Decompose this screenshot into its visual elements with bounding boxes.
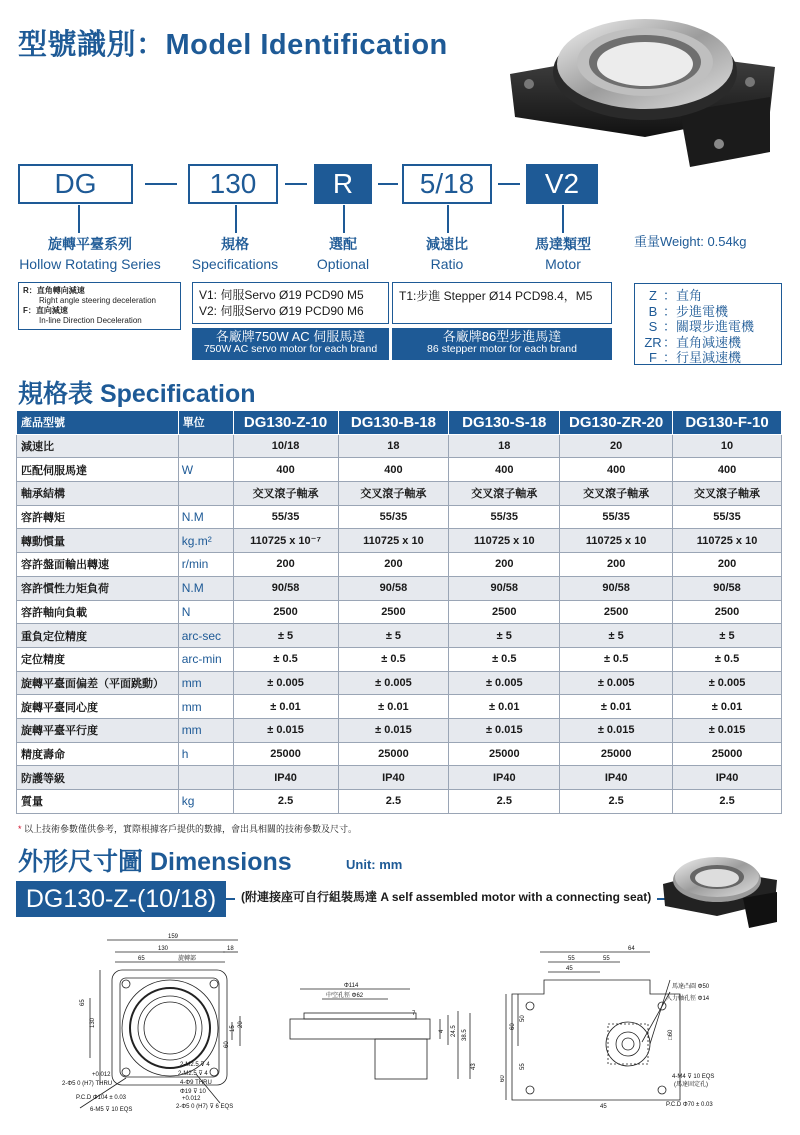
spec-title: 規格表 Specification bbox=[18, 380, 256, 408]
spec-cell: arc-min bbox=[178, 647, 233, 671]
dim-label: 65 bbox=[80, 999, 86, 1006]
code-dash bbox=[378, 183, 398, 185]
caption-series: 旋轉平臺系列 Hollow Rotating Series bbox=[19, 236, 161, 272]
spec-cell: 200 bbox=[338, 553, 449, 577]
drawing-side-view bbox=[280, 975, 480, 1095]
spec-cell: 400 bbox=[673, 458, 782, 482]
dim-label: 2-Φ5 0 (H7) THRU bbox=[62, 1081, 113, 1087]
spec-cell: 90/58 bbox=[449, 576, 560, 600]
spec-cell: 55/35 bbox=[673, 505, 782, 529]
spec-cell: ± 0.005 bbox=[673, 671, 782, 695]
spec-cell: h bbox=[178, 742, 233, 766]
spec-cell: 2.5 bbox=[673, 790, 782, 814]
dim-label: 18 bbox=[227, 946, 234, 952]
spec-row bbox=[17, 458, 782, 482]
spec-header-row bbox=[17, 411, 782, 435]
spec-header-cell: 產品型號 bbox=[17, 411, 179, 435]
connector-line bbox=[562, 205, 564, 233]
spec-header-cell: DG130-Z-10 bbox=[233, 411, 338, 435]
spec-row bbox=[17, 624, 782, 648]
spec-cell: 容許慣性力矩負荷 bbox=[17, 576, 179, 600]
spec-cell: IP40 bbox=[673, 766, 782, 790]
spec-cell: 90/58 bbox=[338, 576, 449, 600]
spec-cell: 25000 bbox=[673, 742, 782, 766]
page-title: 型號識別：Model Identification bbox=[18, 29, 448, 61]
spec-cell: mm bbox=[178, 695, 233, 719]
spec-header-cell: DG130-F-10 bbox=[673, 411, 782, 435]
dim-label: 2-Φ5 0 (H7) ⊽ 6 EQS bbox=[176, 1104, 234, 1110]
spec-row bbox=[17, 553, 782, 577]
dim-label: 4-M4 ⊽ 10 EQS bbox=[672, 1074, 715, 1080]
spec-cell: ± 0.5 bbox=[560, 647, 673, 671]
spec-cell: 400 bbox=[560, 458, 673, 482]
code-dash bbox=[285, 183, 307, 185]
dimensions-subnote: (附連接座可自行組裝馬達 A self assembled motor with a connecting seat) bbox=[235, 888, 657, 905]
spec-cell: 10/18 bbox=[233, 434, 338, 458]
spec-cell: ± 5 bbox=[449, 624, 560, 648]
dim-label: Φ19 ⊽ 10 bbox=[180, 1089, 206, 1095]
spec-row bbox=[17, 576, 782, 600]
dim-label: 15 bbox=[230, 1025, 236, 1032]
connector-line bbox=[447, 205, 449, 233]
spec-cell: 10 bbox=[673, 434, 782, 458]
dim-label: +0.012 bbox=[182, 1096, 201, 1102]
spec-cell: 55/35 bbox=[233, 505, 338, 529]
stepper-box: T1:步進 Stepper Ø14 PCD98.4，M5 bbox=[392, 282, 612, 324]
spec-cell: 2500 bbox=[233, 600, 338, 624]
spec-cell: 90/58 bbox=[233, 576, 338, 600]
spec-cell: 200 bbox=[233, 553, 338, 577]
spec-cell: 25000 bbox=[449, 742, 560, 766]
spec-cell: ± 0.01 bbox=[338, 695, 449, 719]
spec-cell: 減速比 bbox=[17, 434, 179, 458]
dim-label: □60 bbox=[668, 1029, 674, 1040]
spec-cell: 2.5 bbox=[338, 790, 449, 814]
spec-cell: 交叉滾子軸承 bbox=[233, 482, 338, 506]
spec-cell: 200 bbox=[560, 553, 673, 577]
code-part-optional: R bbox=[314, 164, 372, 204]
dim-label: P.C.D Φ104 ± 0.03 bbox=[76, 1095, 126, 1101]
optional-box: R：直角轉向減速 Right angle steering deceleration F：直向減速 In-line Direction Deceleration bbox=[18, 282, 181, 330]
spec-note: * 以上技術參數僅供參考，實際根據客戶提供的數據，會出具相關的技術參數及尺寸。 bbox=[18, 824, 358, 834]
drawing-top-view bbox=[60, 928, 250, 1118]
dim-label: 55 bbox=[568, 956, 575, 962]
dim-label: P.C.D Φ70 ± 0.03 bbox=[666, 1102, 713, 1108]
spec-cell: ± 0.5 bbox=[449, 647, 560, 671]
spec-cell: ± 0.015 bbox=[560, 718, 673, 742]
spec-row bbox=[17, 529, 782, 553]
spec-cell: ± 0.01 bbox=[449, 695, 560, 719]
spec-cell: 90/58 bbox=[560, 576, 673, 600]
dim-label: (馬達固定孔) bbox=[674, 1082, 708, 1088]
spec-cell: ± 5 bbox=[233, 624, 338, 648]
servo-bar: 各廠牌750W AC 伺服馬達 750W AC servo motor for each brand bbox=[192, 328, 389, 360]
spec-cell: 定位精度 bbox=[17, 647, 179, 671]
spec-cell: arc-sec bbox=[178, 624, 233, 648]
dimensions-model: DG130-Z-(10/18) bbox=[16, 881, 226, 917]
spec-cell: N.M bbox=[178, 505, 233, 529]
spec-row bbox=[17, 434, 782, 458]
spec-cell: r/min bbox=[178, 553, 233, 577]
dim-label: 2-M2.5 ⊽ 4 bbox=[180, 1062, 210, 1068]
spec-cell: N.M bbox=[178, 576, 233, 600]
dim-label: 130 bbox=[90, 1017, 96, 1028]
spec-row bbox=[17, 505, 782, 529]
spec-cell: 2.5 bbox=[233, 790, 338, 814]
dim-label: 130 bbox=[158, 946, 169, 952]
dim-label: 60 bbox=[510, 1023, 516, 1030]
spec-cell bbox=[178, 482, 233, 506]
spec-cell: N bbox=[178, 600, 233, 624]
connector-line bbox=[235, 205, 237, 233]
spec-cell: 交叉滾子軸承 bbox=[560, 482, 673, 506]
spec-cell: kg bbox=[178, 790, 233, 814]
spec-cell: ± 5 bbox=[673, 624, 782, 648]
spec-cell: mm bbox=[178, 718, 233, 742]
spec-cell: 25000 bbox=[338, 742, 449, 766]
stepper-bar: 各廠牌86型步進馬達 86 stepper motor for each brand bbox=[392, 328, 612, 360]
spec-cell: ± 0.5 bbox=[673, 647, 782, 671]
spec-cell: 容許軸向負載 bbox=[17, 600, 179, 624]
motor-type-item: B ：步進電機 bbox=[648, 303, 729, 319]
code-dash bbox=[145, 183, 177, 185]
connector-line bbox=[78, 205, 80, 233]
spec-row bbox=[17, 600, 782, 624]
dim-label: 38.5 bbox=[462, 1029, 468, 1041]
dim-label: 159 bbox=[168, 934, 179, 940]
spec-cell: ± 5 bbox=[560, 624, 673, 648]
spec-cell: 110725 x 10 bbox=[338, 529, 449, 553]
spec-cell: mm bbox=[178, 671, 233, 695]
drawing-bottom-view bbox=[500, 940, 740, 1115]
dim-label: 馬達凸圓 Φ50 bbox=[672, 984, 710, 990]
dim-label: 中空孔徑 Φ62 bbox=[326, 993, 364, 999]
spec-cell: 匹配伺服馬達 bbox=[17, 458, 179, 482]
spec-cell: ± 0.015 bbox=[449, 718, 560, 742]
spec-cell: ± 0.5 bbox=[338, 647, 449, 671]
code-part-motor: V2 bbox=[526, 164, 598, 204]
spec-cell: 精度壽命 bbox=[17, 742, 179, 766]
motor-type-box bbox=[634, 283, 782, 365]
spec-cell: ± 0.005 bbox=[233, 671, 338, 695]
motor-type-item: F ：行星減速機 bbox=[649, 350, 742, 365]
dim-label: 24.5 bbox=[451, 1025, 457, 1037]
spec-cell: IP40 bbox=[449, 766, 560, 790]
spec-cell: ± 0.015 bbox=[338, 718, 449, 742]
spec-cell: ± 0.015 bbox=[673, 718, 782, 742]
spec-cell: ± 0.015 bbox=[233, 718, 338, 742]
connector-line bbox=[343, 205, 345, 233]
code-dash bbox=[498, 183, 520, 185]
spec-cell: 旋轉平臺平行度 bbox=[17, 718, 179, 742]
spec-cell: IP40 bbox=[233, 766, 338, 790]
dim-label: 20 bbox=[238, 1021, 244, 1028]
spec-cell: 18 bbox=[449, 434, 560, 458]
dim-label: 旋轉部 bbox=[178, 956, 197, 962]
spec-cell: IP40 bbox=[560, 766, 673, 790]
spec-cell: 軸承結構 bbox=[17, 482, 179, 506]
weight-label: 重量Weight: 0.54kg bbox=[634, 234, 747, 249]
spec-header-cell: DG130-B-18 bbox=[338, 411, 449, 435]
dim-label: 45 bbox=[600, 1104, 607, 1110]
caption-motor: 馬達類型 Motor bbox=[535, 236, 591, 272]
spec-cell: 55/35 bbox=[338, 505, 449, 529]
spec-cell: 110725 x 10 bbox=[673, 529, 782, 553]
spec-header-cell: 單位 bbox=[178, 411, 233, 435]
caption-optional: 選配 Optional bbox=[316, 236, 370, 272]
spec-header-cell: DG130-ZR-20 bbox=[560, 411, 673, 435]
spec-cell: ± 0.005 bbox=[338, 671, 449, 695]
spec-cell bbox=[178, 766, 233, 790]
code-part-series: DG bbox=[18, 164, 133, 204]
spec-header-cell: DG130-S-18 bbox=[449, 411, 560, 435]
dim-label: 60 bbox=[500, 1075, 506, 1082]
caption-spec: 規格 Specifications bbox=[191, 236, 279, 272]
dim-label: 60 bbox=[224, 1041, 230, 1048]
spec-cell: 防護等級 bbox=[17, 766, 179, 790]
product-photo-top bbox=[505, 12, 780, 177]
spec-row bbox=[17, 482, 782, 506]
spec-cell: 容許轉矩 bbox=[17, 505, 179, 529]
servo-box: V1: 伺服Servo Ø19 PCD90 M5 V2: 伺服Servo Ø19 PCD90 M6 bbox=[192, 282, 389, 324]
dim-label: 45 bbox=[566, 966, 573, 972]
spec-row bbox=[17, 790, 782, 814]
spec-cell: 400 bbox=[449, 458, 560, 482]
spec-row bbox=[17, 671, 782, 695]
spec-cell: 2.5 bbox=[449, 790, 560, 814]
dim-label: 65 bbox=[138, 956, 145, 962]
spec-cell: 400 bbox=[338, 458, 449, 482]
dim-label: 64 bbox=[628, 946, 635, 952]
spec-cell: 200 bbox=[673, 553, 782, 577]
spec-cell: 20 bbox=[560, 434, 673, 458]
spec-cell: 交叉滾子軸承 bbox=[673, 482, 782, 506]
spec-cell: 2500 bbox=[449, 600, 560, 624]
dim-label: 4 bbox=[439, 1029, 445, 1033]
spec-cell: 400 bbox=[233, 458, 338, 482]
spec-table bbox=[16, 410, 782, 814]
spec-cell: W bbox=[178, 458, 233, 482]
code-part-spec: 130 bbox=[188, 164, 278, 204]
dim-label: 55 bbox=[603, 956, 610, 962]
spec-row bbox=[17, 695, 782, 719]
spec-cell: ± 0.005 bbox=[560, 671, 673, 695]
spec-cell: ± 0.005 bbox=[449, 671, 560, 695]
spec-cell: 110725 x 10⁻⁷ bbox=[233, 529, 338, 553]
motor-type-item: Z ：直角 bbox=[649, 288, 703, 303]
spec-cell: ± 0.01 bbox=[560, 695, 673, 719]
dim-label: 6-M5 ⊽ 10 EQS bbox=[90, 1107, 133, 1113]
spec-cell: 重負定位精度 bbox=[17, 624, 179, 648]
spec-cell: ± 0.01 bbox=[233, 695, 338, 719]
spec-cell: 旋轉平臺同心度 bbox=[17, 695, 179, 719]
spec-cell: 25000 bbox=[233, 742, 338, 766]
spec-cell: 容許盤面輸出轉速 bbox=[17, 553, 179, 577]
spec-cell: 2500 bbox=[338, 600, 449, 624]
spec-row bbox=[17, 742, 782, 766]
spec-cell: 25000 bbox=[560, 742, 673, 766]
spec-cell: ± 0.5 bbox=[233, 647, 338, 671]
product-photo-small bbox=[655, 850, 785, 928]
spec-cell: 交叉滾子軸承 bbox=[338, 482, 449, 506]
dim-label: 50 bbox=[520, 1015, 526, 1022]
spec-row bbox=[17, 647, 782, 671]
spec-cell: 旋轉平臺面偏差（平面跳動） bbox=[17, 671, 179, 695]
dim-label: 2-M2.5 ⊽ 4 bbox=[178, 1071, 208, 1077]
dim-label: 入力軸孔徑 Φ14 bbox=[666, 996, 710, 1002]
spec-cell: 90/58 bbox=[673, 576, 782, 600]
spec-cell: 110725 x 10 bbox=[449, 529, 560, 553]
dimensions-unit: Unit: mm bbox=[346, 857, 403, 872]
dimensions-title: 外形尺寸圖 Dimensions bbox=[18, 848, 292, 876]
spec-row bbox=[17, 766, 782, 790]
spec-row bbox=[17, 718, 782, 742]
spec-cell: 18 bbox=[338, 434, 449, 458]
spec-cell: 200 bbox=[449, 553, 560, 577]
dim-label: 7 bbox=[412, 1011, 416, 1017]
spec-cell: kg.m² bbox=[178, 529, 233, 553]
spec-cell: 110725 x 10 bbox=[560, 529, 673, 553]
spec-cell bbox=[178, 434, 233, 458]
dim-label: 55 bbox=[520, 1063, 526, 1070]
spec-cell: 2500 bbox=[673, 600, 782, 624]
dim-label: 43 bbox=[471, 1063, 477, 1070]
caption-ratio: 減速比 Ratio bbox=[426, 236, 468, 272]
spec-cell: 2.5 bbox=[560, 790, 673, 814]
spec-cell: 55/35 bbox=[449, 505, 560, 529]
dim-label: 4-Φ9 THRU bbox=[180, 1080, 212, 1086]
spec-cell: ± 5 bbox=[338, 624, 449, 648]
spec-cell: 質量 bbox=[17, 790, 179, 814]
spec-cell: ± 0.01 bbox=[673, 695, 782, 719]
dim-label: +0.012 bbox=[92, 1072, 111, 1078]
spec-cell: 55/35 bbox=[560, 505, 673, 529]
dim-label: Φ114 bbox=[344, 983, 359, 989]
spec-cell: 2500 bbox=[560, 600, 673, 624]
spec-cell: 交叉滾子軸承 bbox=[449, 482, 560, 506]
motor-type-item: ZR：直角減速機 bbox=[644, 334, 742, 350]
spec-cell: 轉動慣量 bbox=[17, 529, 179, 553]
spec-cell: IP40 bbox=[338, 766, 449, 790]
motor-type-item: S ：關環步進電機 bbox=[648, 319, 755, 334]
code-part-ratio: 5/18 bbox=[402, 164, 492, 204]
